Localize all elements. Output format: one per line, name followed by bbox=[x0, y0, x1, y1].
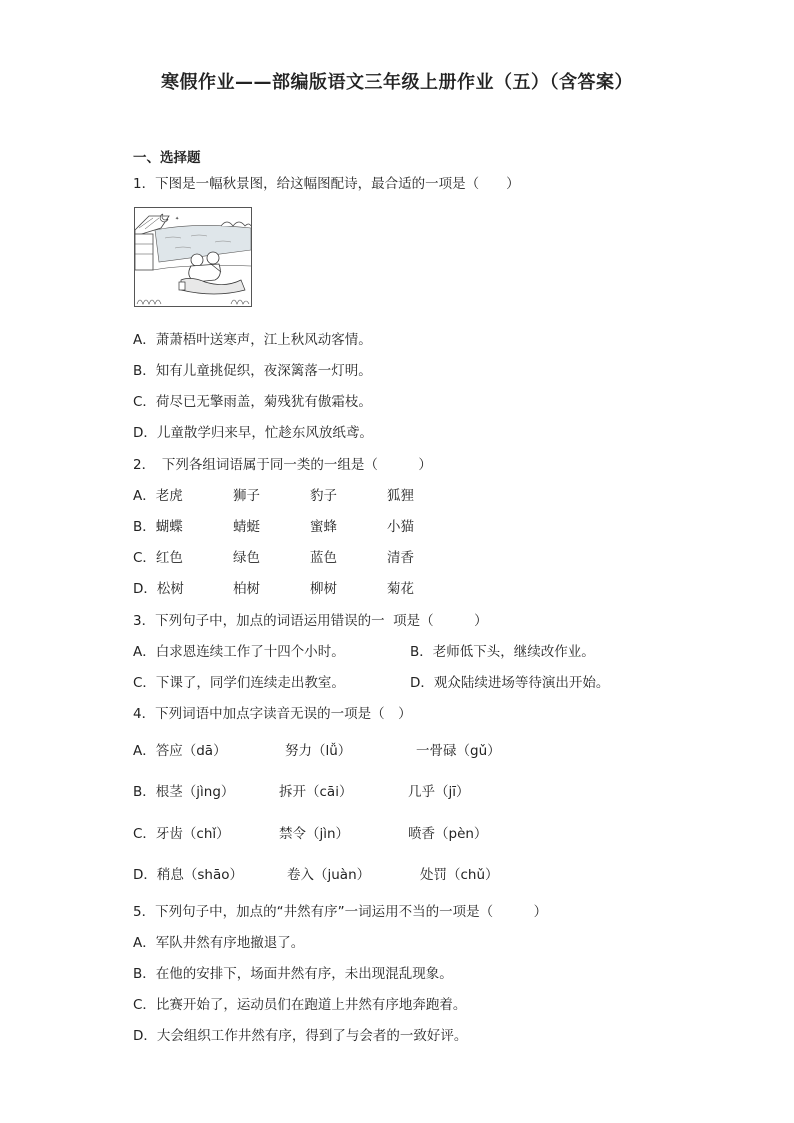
q2-option-b: B．蝴蝶 bbox=[133, 519, 183, 535]
q4-option-d: D．稍息（shāo） bbox=[133, 867, 244, 883]
q4-b-word: 几乎（jī） bbox=[408, 784, 470, 800]
q2-a-word: 狮子 bbox=[233, 488, 260, 504]
q1-option-c: C．荷尽已无擎雨盖，菊残犹有傲霜枝。 bbox=[133, 394, 372, 410]
q2-a-word: 豹子 bbox=[310, 488, 337, 504]
q5-stem: 5．下列句子中，加点的“井然有序”一词运用不当的一项是（ ） bbox=[133, 904, 548, 920]
q2-b-word: 蜻蜓 bbox=[233, 519, 260, 535]
section-heading: 一、选择题 bbox=[133, 150, 201, 166]
q2-d-word: 菊花 bbox=[387, 581, 414, 597]
q3-stem: 3．下列句子中，加点的词语运用错误的一 项是（ ） bbox=[133, 613, 488, 629]
q4-stem: 4．下列词语中加点字读音无误的一项是（ ） bbox=[133, 706, 412, 722]
q4-a-word: 一骨碌（gǔ） bbox=[416, 743, 501, 759]
q1-option-d: D．儿童散学归来早，忙趁东风放纸鸢。 bbox=[133, 425, 373, 441]
q4-c-word: 喷香（pèn） bbox=[408, 826, 488, 842]
q2-option-a: A．老虎 bbox=[133, 488, 183, 504]
q5-option-c: C．比赛开始了，运动员们在跑道上井然有序地奔跑着。 bbox=[133, 997, 467, 1013]
q2-option-d: D．松树 bbox=[133, 581, 184, 597]
q4-d-word: 处罚（chǔ） bbox=[420, 867, 499, 883]
q2-a-word: 狐狸 bbox=[387, 488, 414, 504]
q2-c-word: 蓝色 bbox=[310, 550, 337, 566]
q4-d-word: 卷入（juàn） bbox=[287, 867, 371, 883]
q3-option-b: B．老师低下头，继续改作业。 bbox=[410, 644, 595, 660]
q5-option-d: D．大会组织工作井然有序，得到了与会者的一致好评。 bbox=[133, 1028, 468, 1044]
q1-option-a: A．萧萧梧叶送寒声，江上秋风动客情。 bbox=[133, 332, 372, 348]
q5-option-b: B．在他的安排下，场面井然有序，未出现混乱现象。 bbox=[133, 966, 453, 982]
q3-option-c: C．下课了，同学们连续走出教室。 bbox=[133, 675, 345, 691]
q2-stem: 2． 下列各组词语属于同一类的一组是（ ） bbox=[133, 457, 432, 473]
q3-option-a: A．白求恩连续工作了十四个小时。 bbox=[133, 644, 345, 660]
q2-b-word: 小猫 bbox=[387, 519, 414, 535]
q2-c-word: 清香 bbox=[387, 550, 414, 566]
q4-option-c: C．牙齿（chǐ） bbox=[133, 826, 230, 842]
q4-option-a: A．答应（dā） bbox=[133, 743, 227, 759]
q4-option-b: B．根茎（jìng） bbox=[133, 784, 235, 800]
q5-option-a: A．军队井然有序地撤退了。 bbox=[133, 935, 305, 951]
svg-text:✦: ✦ bbox=[175, 216, 180, 222]
q2-d-word: 柳树 bbox=[310, 581, 337, 597]
q2-c-word: 绿色 bbox=[233, 550, 260, 566]
q4-c-word: 禁令（jìn） bbox=[279, 826, 350, 842]
q2-b-word: 蜜蜂 bbox=[310, 519, 337, 535]
q3-option-d: D．观众陆续进场等待演出开始。 bbox=[410, 675, 610, 691]
q1-option-b: B．知有儿童挑促织，夜深篱落一灯明。 bbox=[133, 363, 372, 379]
autumn-scene-illustration bbox=[134, 207, 252, 307]
q2-option-c: C．红色 bbox=[133, 550, 183, 566]
page-title: 寒假作业——部编版语文三年级上册作业（五）（含答案） bbox=[161, 72, 633, 93]
q1-stem: 1．下图是一幅秋景图，给这幅图配诗，最合适的一项是（ ） bbox=[133, 176, 520, 192]
q4-a-word: 努力（lǚ） bbox=[285, 743, 352, 759]
q4-b-word: 拆开（cāi） bbox=[279, 784, 353, 800]
q2-d-word: 柏树 bbox=[233, 581, 260, 597]
